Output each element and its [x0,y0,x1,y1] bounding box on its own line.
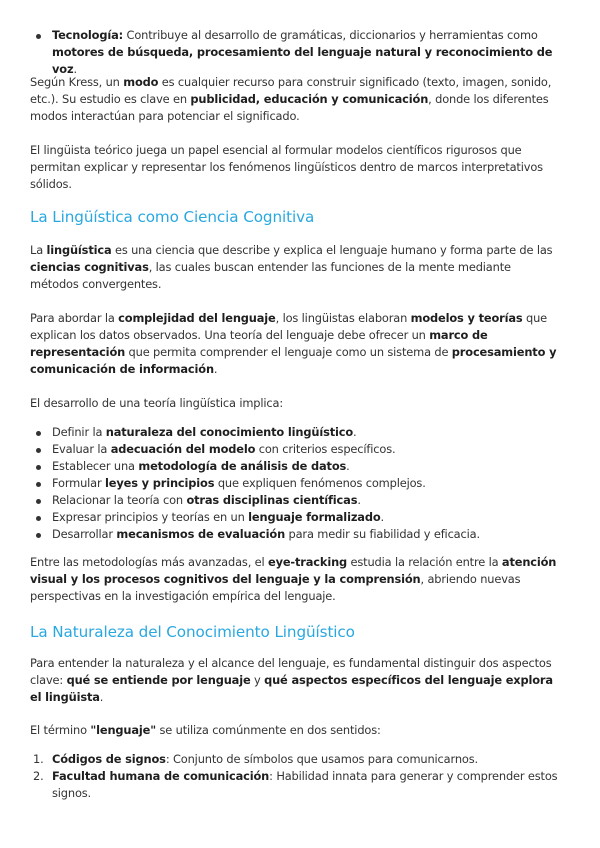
bold-text: eye-tracking [268,555,348,569]
paragraph-kress [30,74,560,125]
text-run: y [250,673,265,687]
section-heading-linguistic-knowledge: La Naturaleza del Conocimiento Lingüístico [30,623,355,641]
text-run: para medir su fiabilidad y eficacia. [285,527,480,541]
section-heading-cognitive-science: La Lingüística como Ciencia Cognitiva [30,208,315,226]
text-run: con criterios específicos. [255,442,396,456]
text-run: es una ciencia que describe y explica el lenguaje humano y forma parte de las [111,243,553,257]
text-run: . [357,493,361,507]
bold-text: marco de representación [30,328,488,359]
text-run: . [346,459,350,473]
bold-text: publicidad, educación y comunicación [190,92,429,106]
bold-text: leyes y principios [105,476,215,490]
text-run: Contribuye al desarrollo de gramáticas, diccionarios y herramientas como [123,28,538,42]
text-run: Formular [52,476,106,490]
bold-text: "lenguaje" [90,723,157,737]
list-item [30,509,560,526]
bold-text: lenguaje formalizado [248,510,381,524]
text-run: . [99,690,104,704]
text-run: Evaluar la [52,442,111,456]
text-run: La [30,243,47,257]
text-run: Entre las metodologías más avanzadas, el [30,555,268,569]
text-run: : Habilidad innata para generar y comprender estos signos. [52,769,558,800]
bold-text: modelos y teorías [410,311,523,325]
paragraph-nature-of-language [30,655,560,706]
paragraph-term-language [30,722,560,739]
text-run: se utiliza comúnmente en dos sentidos: [156,723,381,737]
text-run: Para entender la naturaleza y el alcance del lenguaje, es fundamental distinguir dos aspectos clave: [30,656,552,687]
bold-text: lingüística [46,243,112,257]
text-run: , donde los diferentes modos interactúan para potenciar el significado. [30,92,549,123]
list-item [30,27,560,78]
list-number: 1. [33,752,44,766]
numbered-list-item [30,768,560,802]
bold-text: motores de búsqueda, procesamiento del lenguaje natural y reconocimiento de voz [52,45,553,76]
text-run: , abriendo nuevas perspectivas en la investigación empírica del lenguaje. [30,572,521,603]
text-run: El desarrollo de una teoría lingüística implica: [30,396,284,410]
bold-text: qué aspectos específicos del lenguaje explora el lingüista [30,673,553,704]
numbered-list-item [30,751,560,768]
text-run: estudia la relación entre la [347,555,502,569]
bold-text: modo [123,75,159,89]
bold-text: metodología de análisis de datos [138,459,347,473]
paragraph-theory-development [30,395,560,412]
text-run: . [73,62,77,76]
text-run: . [213,362,218,376]
text-run: : Conjunto de símbolos que usamos para comunicarnos. [165,752,478,766]
bold-text: procesamiento y comunicación de información [30,345,557,376]
text-run: que explican los datos observados. Una teoría del lenguaje debe ofrecer un [30,311,547,342]
bold-text: Facultad humana de comunicación [52,769,270,783]
bold-text: adecuación del modelo [110,442,256,456]
theory-requirements-list [30,424,560,543]
list-item [30,526,560,543]
bold-text: Códigos de signos [52,752,166,766]
list-item [30,475,560,492]
list-number: 2. [33,769,44,783]
text-run: . [353,425,357,439]
bold-text: mecanismos de evaluación [116,527,286,541]
text-run: que expliquen fenómenos complejos. [214,476,426,490]
text-run: Para abordar la [30,311,119,325]
text-run: Expresar principios y teorías en un [52,510,249,524]
text-run: que permita comprender el lenguaje como un sistema de [125,345,452,359]
language-senses-list [30,751,560,802]
text-run: Establecer una [52,459,139,473]
paragraph-complexity [30,310,560,378]
list-item [30,458,560,475]
text-run: Desarrollar [52,527,117,541]
paragraph-eye-tracking [30,554,560,605]
bold-text: Tecnología: [52,28,124,42]
bold-text: naturaleza del conocimiento lingüístico [105,425,354,439]
list-item [30,424,560,441]
list-item [30,441,560,458]
list-item [30,492,560,509]
text-run: Relacionar la teoría con [52,493,187,507]
text-run: . [380,510,384,524]
text-run: , las cuales buscan entender las funciones de la mente mediante métodos convergentes. [30,260,511,291]
paragraph-theoretical-linguist [30,142,560,193]
paragraph-linguistics [30,242,560,293]
bold-text: ciencias cognitivas [30,260,149,274]
top-bullet-list [30,27,560,78]
bold-text: qué se entiende por lenguaje [66,673,251,687]
text-run: El término [30,723,91,737]
bold-text: atención visual y los procesos cognitivos del lenguaje y la comprensión [30,555,557,586]
text-run: es cualquier recurso para construir significado (texto, imagen, sonido, etc.). Su estudio es clave en [30,75,552,106]
text-run: El lingüista teórico juega un papel esencial al formular modelos científicos rigurosos que permitan explicar y representar los fenómenos lingüísticos dentro de marcos interpretativos sólidos. [30,143,543,191]
text-run: Según Kress, un [30,75,124,89]
bold-text: otras disciplinas científicas [186,493,358,507]
text-run: Definir la [52,425,106,439]
text-run: , los lingüistas elaboran [275,311,411,325]
bold-text: complejidad del lenguaje [118,311,276,325]
